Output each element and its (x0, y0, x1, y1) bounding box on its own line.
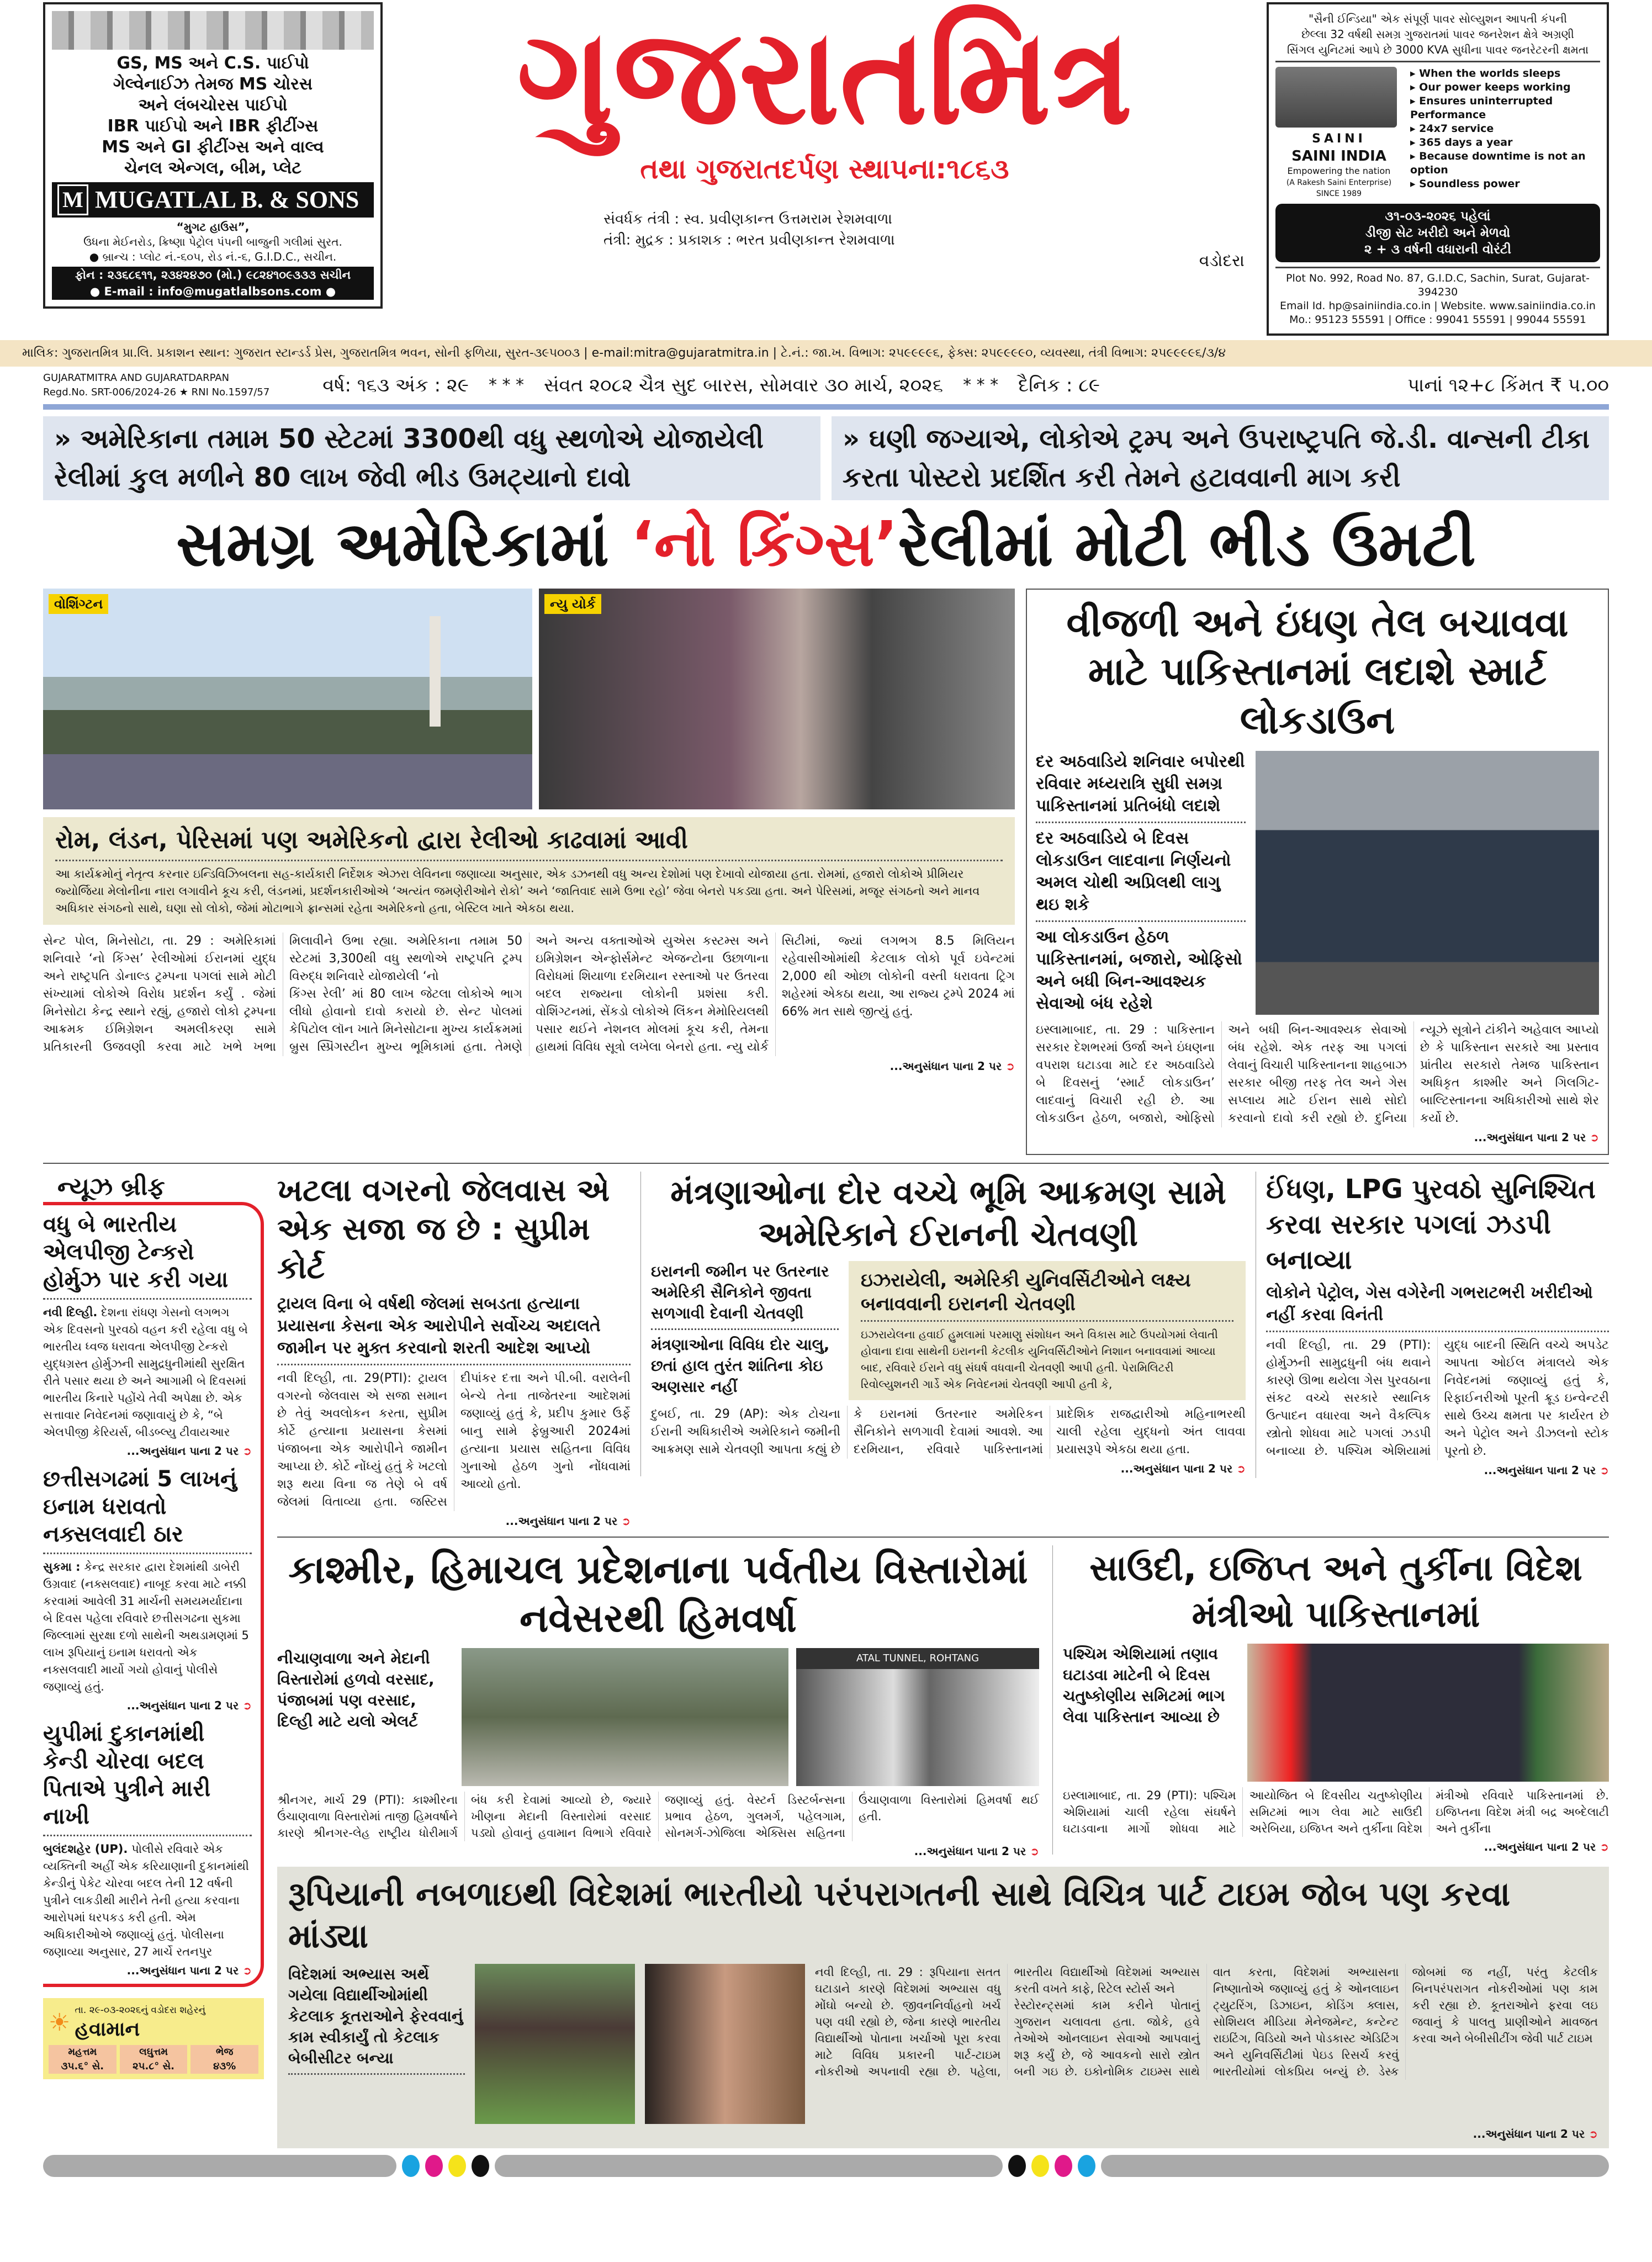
photo-tag: વોશિંગ્ટન (49, 594, 108, 614)
brief-lead: નવી દિલ્હી. (43, 1306, 98, 1319)
weather-caption: તા. ૨૯-૦૩-૨૦૨૬નું વડોદરા શહેરનું (75, 2005, 206, 2016)
ad-since: SINCE 1989 (1316, 189, 1362, 198)
black-mark (472, 2155, 489, 2177)
monument-shape (430, 616, 441, 727)
university-warning-box (849, 1261, 1246, 1400)
ad-address (1275, 267, 1600, 327)
yellow-mark (1031, 2155, 1049, 2177)
pakistan-lockdown-story (1026, 589, 1609, 1155)
story-subhead: વિદેશમાં અભ્યાસ અર્થે ગયેલા વિદ્યાર્થીઓમાંથી કેટલાક કૂતરાઓને ફેરવવાનું કામ સ્વીકાર્યું તો કેટલાક બેબીસીટર બન્યા (288, 1965, 463, 2067)
lead-story-columns (43, 933, 1015, 1056)
cyan-mark (1078, 2155, 1095, 2177)
ad-branch: ● બ્રાન્ચ : પ્લોટ નં.-૬૦૫, રોડ નં.-૬, G.I.D.C., સચીન. (89, 250, 337, 263)
row-four (277, 1545, 1609, 1859)
continued-link[interactable]: ...અનુસંધાન પાના 2 પર ➲ (43, 1443, 252, 1459)
story-subhead: ઇરાનની જમીન પર ઉતરનાર અમેરિકી સૈનિકોને જીવતા સળગાવી દેવાની ચેતવણી (651, 1262, 829, 1322)
company-name: MUGATLAL B. & SONS (95, 186, 359, 213)
continued-link[interactable]: ...અનુસંધાન પાના 2 પર ➲ (1266, 1463, 1609, 1478)
gray-bar (495, 2155, 1003, 2177)
story-subhead: નીચાણવાળા અને મેદાની વિસ્તારોમાં હળવો વરસાદ, પંજાબમાં પણ વરસાદ, દિલ્હી માટે યલો એલર્ટ (277, 1649, 435, 1730)
founder-credit: સંવર્ધક તંત્રી : સ્વ. પ્રવીણકાન્ત ઉત્તમરામ રેશમવાળા (603, 211, 892, 227)
story-headline[interactable]: કાશ્મીર, હિમાચલ પ્રદેશનાના પર્વતીય વિસ્તારોમાં નવેસરથી હિમવર્ષા (288, 1547, 1028, 1641)
brief-headline[interactable]: છત્તીસગઢમાં 5 લાખનું ઇનામ ધરાવતો નક્સલવાદી ઠાર (43, 1466, 237, 1547)
story-subhead: પશ્ચિમ એશિયામાં તણાવ ઘટાડવા માટેની બે દિવસ ચતુષ્કોણીય સમિટમાં ભાગ લેવા પાકિસ્તાન આવ્યા છે (1063, 1645, 1225, 1726)
brief-headline[interactable]: યુપીમાં દુકાનમાંથી કેન્ડી ચોરવા બદલ પિતાએ પુત્રીને મારી નાખી (43, 1721, 211, 1829)
story-headline[interactable]: મંત્રણાઓના દોર વચ્ચે ભૂમિ આક્રમણ સામે અમેરિકાને ઈરાનની ચેતવણી (670, 1173, 1226, 1254)
ad-intro-line: "સૈની ઈન્ડિયા" એક સંપૂર્ણ પાવર સોલ્યુશન આપતી કંપની (1309, 12, 1567, 25)
story-subhead: દર અઠવાડિયે શનિવાર બપોરથી રવિવાર મધ્યરાત્રિ સુધી સમગ્ર પાકિસ્તાનમાં પ્રતિબંધો લદાશે (1036, 752, 1245, 815)
bullet: ▸ 24x7 service (1410, 123, 1494, 135)
ad-line: ગેલ્વેનાઈઝ તેમજ MS ચોરસ (113, 75, 313, 94)
row-three (277, 1172, 1609, 1529)
bullet: ▸ Ensures uninterrupted Performance (1410, 95, 1553, 121)
kashmir-snowfall-story (277, 1545, 1039, 1859)
sun-icon: ☀ (49, 2008, 71, 2037)
fuel-supply-story (1256, 1172, 1609, 1478)
snowfall-road-photo (462, 1648, 788, 1786)
story-body: શ્રીનગર, માર્ચ 29 (PTI): કાશ્મીરના ઉંચાણવાળા વિસ્તારોમાં તાજી હિમવર્ષાને કારણે શ્રીનગર-લેહ રાષ્ટ્રીય ધોરીમાર્ગ બંધ કરી દેવામાં આવ્યો છે, જ્યારે ખીણના મેદાની વિસ્તારોમાં વરસાદ પડ્યો હોવાનું હવામાન વિભાગે રવિવારે જણાવ્યું હતું. વેસ્ટર્ન ડિસ્ટર્બન્સના પ્રભાવ હેઠળ, ગુલમર્ગ, પહેલગામ, સોનમર્ગ-ઝોજિલા એક્સિસ સહિતના ઉંચાણવાળા વિસ્તારોમાં હિમવર્ષા થઈ હતી. (277, 1793, 1039, 1840)
divider (43, 404, 1609, 410)
story-headline[interactable]: ખટલા વગરનો જેલવાસ એ એક સજા જ છે : સુપ્રીમ કોર્ટ (277, 1173, 610, 1286)
news-brief-column (43, 1172, 264, 2148)
mugatlal-advertisement (43, 2, 383, 309)
story-body: રેસ્ટોરન્ટ્સમાં કામ કરીને પોતાનું ગુજરાન ચલાવતા હતા. જોકે, હવે તેઓએ ઓનલાઇન સેવાઓ આપવાનું શરૂ કર્યું છે, જે આવકનો સારો સ્ત્રોત બની ગઇ છે. ઇકોનોમિક ટાઇમ્સ સાથે વાત કરતા, વિદેશમાં અભ્યાસના નિષ્ણાતોએ જણાવ્યું હતું કે ઓનલાઇન ટ્યુટરિંગ, ડિઝાઇન, કોડિંગ ક્લાસ, સોશિયલ મીડિયા મેનેજમેન્ટ, કન્ટેન્ટ રાઇટિંગ, વિડિયો અને પોડકાસ્ટ એડિટિંગ અને યુનિવર્સિટીમાં પેઇડ રિસર્ચ કરવું ભારતીયોમાં લોકપ્રિય બન્યું છે. ડેસ્ક જોબમાં જ નહીં, પરંતુ કેટલીક બિનપરંપરાગત નોકરીઓમાં પણ કામ કરી રહ્યા છે. કૂતરાઓને ફરવા લઇ જવાનું કે પાલતુ પ્રાણીઓને માવજત કરવા અને બેબીસીટીંગ જેવી પાર્ટ ટાઇમ (1014, 1966, 1598, 2078)
brief-text: પોલીસે રવિવારે એક વ્યક્તિની અહીં એક કરિયાણાની દુકાનમાંથી કેન્ડીનું પેકેટ ચોરવા બદલ તેની 12 વર્ષની પુત્રીને લાકડીથી મારીને તેની હત્યા કરવાના આરોપમાં ધરપકડ કરી હતી. એમ અધિકારીઓએ જણાવ્યું હતું. પોલીસના જણાવ્યા અનુસાર, 27 માર્ચે રતનપુર (43, 1842, 249, 1958)
ad-address: ઉધના મેઈનરોડ, ક્રિષ્ણા પેટ્રોલ પંપની બાજુની ગલીમાં સુરત. (83, 235, 342, 248)
police-vehicle-photo (1256, 751, 1599, 1015)
story-subhead: લોકોને પેટ્રોલ, ગેસ વગેરેની ગભરાટભરી ખરીદીઓ નહીં કરવા વિનંતી (1266, 1283, 1593, 1325)
ad-company: SAINI INDIA (1291, 148, 1386, 165)
magenta-mark (1055, 2155, 1072, 2177)
ad-tagline: Empowering the nation (1287, 166, 1391, 176)
tunnel-sign: ATAL TUNNEL, ROHTANG (796, 1648, 1039, 1669)
gray-bar (43, 2155, 396, 2177)
gray-bar (1101, 2155, 1609, 2177)
ad-line: GS, MS અને C.S. પાઈપો (117, 54, 309, 73)
ad-house: “મુગટ હાઉસ”, (176, 220, 250, 234)
bullet: ▸ Because downtime is not an option (1410, 150, 1586, 176)
box-headline: રોમ, લંડન, પેરિસમાં પણ અમેરિકનો દ્વારા રેલીઓ કાઢવામાં આવી (55, 826, 689, 854)
m-shield-logo-icon: M (57, 184, 88, 215)
continued-link[interactable]: ...અનુસંધાન પાના 2 પર ➲ (277, 1843, 1039, 1859)
lead-story-body: સેન્ટ પોલ, મિનેસોટા, તા. 29 : અમેરિકામાં શનિવારે ‘નો કિંગ્સ’ રેલીઓમાં ઈરાનમાં યુદ્ધ અને રાષ્ટ્રપતિ ડોનાલ્ડ ટ્રમ્પના પગલાં સામે મોટી સંખ્યામાં લોકોએ વિરોધ પ્રદર્શન કર્યું . જેમાં મિનેસોટા કેન્દ્ર સ્થાને રહ્યું, હજારો લોકો ટ્રમ્પના આક્રમક ઈમિગ્રેશન અમલીકરણ સામે પ્રતિકારની ઉજવણી કરવા માટે ખભે ખભા મિલાવીને ઉભા રહ્યા. અમેરિકાના તમામ 50 સ્ટેટમાં 3,300થી વધુ સ્થળોએ રાષ્ટ્રપતિ ટ્રમ્પ વિરુદ્ધ શનિવારે યોજાયેલી ‘નો (43, 934, 522, 1054)
price: પાનાં ૧૨+૮ કિંમત ₹ ૫.૦૦ (1407, 374, 1609, 396)
story-body: દુબઈ, તા. 29 (AP): એક ટોચના ઈરાની અધિકારીએ અમેરિકાને જમીની આક્રમણ સામે ચેતવણી આપતા કહ્યું છે કે ઇરાનમાં ઉતરનાર અમેરિકન સૈનિકોને સળગાવી દેવામાં આવશે. આ દરમિયાન, રવિવારે પાકિસ્તાનમાં પ્રાદેશિક રાજદ્વારીઓ મહિનાભરથી ચાલી રહેલા યુદ્ધનો અંત લાવવા પ્રયાસરૂપે એકઠા થયા હતા. (651, 1407, 1246, 1456)
ad-line: IBR પાઈપો અને IBR ફીટીંગ્સ (107, 116, 319, 136)
separator: * * * (488, 375, 525, 395)
masthead (394, 2, 1256, 272)
lead-summary-left: » અમેરિકાના તમામ 50 સ્ટેટમાં 3300થી વધુ સ્થળોએ યોજાયેલી રેલીમાં કુલ મળીને 80 લાખ જેવી ભીડ ઉમટ્યાનો દાવો (43, 416, 820, 500)
company-banner (52, 182, 374, 218)
newspaper-logo: ગુજરાતમિત્ર (516, 0, 1133, 154)
box-text: ઇઝરાયેલના હવાઈ હુમલામાં પરમાણુ સંશોધન અને વિકાસ માટે ઉપયોગમાં લેવાતી હોવાના દાવા સાથેની ઇરાનની કેટલીક યુનિવર્સિટીઓને નિશાન બનાવવામાં આવ્યા બાદ, રવિવારે ઈરાને વધુ સંઘર્ષ વધવાની ચેતવણી આપી હતી. પેરામિલિટરી રિવોલ્યુશનરી ગાર્ડે એક નિવેદનમાં ચેતવણી આપી હતી કે, (861, 1328, 1218, 1391)
imprint-strip: માલિક: ગુજરાતમિત્ર પ્રા.લિ. પ્રકાશન સ્થાન: ગુજરાત સ્ટાન્ડર્ડ પ્રેસ, ગુજરાતમિત્ર ભવન, સોની ફળિયા, સુરત-૩૯૫૦૦૩ | e-mail:mitra@gujaratmitra.in | ટે.નં.: જા.ખ. વિભાગ: ૨૫૯૯૯૯૬, ફેક્સ: ૨૫૯૯૯૯૦, વ્યવસ્થા, તંત્રી વિભાગ: ૨૫૯૯૯૯૬/૩/૪ (0, 340, 1652, 367)
story-headline[interactable]: સાઉદી, ઇજિપ્ત અને તુર્કીના વિદેશ મંત્રીઓ પાકિસ્તાનમાં (1089, 1548, 1582, 1635)
offer-box (1275, 204, 1600, 262)
weather-humidity: ભેજ ૪૩% (190, 2045, 258, 2074)
story-body: નવી દિલ્હી, તા. 29 (PTI): હોર્મુઝની સામુદ્રધુની બંધ થવાને કારણે ઊભા થયેલા ગેસ પુરવઠાના સંકટ વચ્ચે સરકારે સ્થાનિક ઉત્પાદન વધારવા અને વૈકલ્પિક સ્ત્રોતો શોધવા માટે પગલાં ઝડપી બનાવ્યા છે. પશ્ચિમ એશિયામાં યુદ્ધ બાદની સ્થિતિ વચ્ચે અપડેટ આપતા ઓઈલ મંત્રાલયે એક નિવેદનમાં જણાવ્યું હતું કે, રિફાઈનરીઓ પૂરતી ક્રૂડ ઇન્વેન્ટરી સાથે ઉચ્ચ ક્ષમતા પર કાર્યરત છે અને પેટ્રોલ અને ડીઝલનો સ્ટોક પૂરતો છે. (1266, 1338, 1609, 1458)
lower-main (277, 1172, 1609, 2148)
masthead-subtitle: તથા ગુજરાતદર્પણ સ્થાપના:૧૮૬૩ (640, 153, 1009, 185)
weather-box (43, 1998, 264, 2079)
brief-lead: સુકમા : (43, 1560, 81, 1574)
ad-intro-line: છેલ્લા 32 વર્ષથી સમગ્ર ગુજરાતમાં પાવર જનરેશન ક્ષેત્રે અગ્રણી (1301, 28, 1574, 41)
brief-headline[interactable]: વધુ બે ભારતીય એલપીજી ટેન્કરો હોર્મુઝ પાર કરી ગયા (43, 1212, 229, 1292)
box-text: આ કાર્યક્રમોનું નેતૃત્વ કરનાર ઇન્ડિવિઝિબલના સહ-કાર્યકારી નિર્દેશક એઝરા લેવિનના જણાવ્યા અનુસાર, એક ડઝનથી વધુ અન્ય દેશોમાં પણ દેખાવો યોજાયા હતા. રોમમાં, હજારો લોકોએ પ્રીમિયર જ્યોર્જિયા મેલોનીના નારા લગાવીને કૂચ કરી, લંડનમાં, પ્રદર્શનકારીઓએ ‘અત્યંત જમણેરીઓને રોકો’ અને ‘જાતિવાદ સામે ઉભા રહો’ જેવા બેનરો પકડ્યા હતા. અને પેરિસમાં, મજૂર સંગઠનો અને માનવ અધિકાર સંગઠનો સાથે, ઘણા સો લોકો, જેમાં મોટાભાગે ફ્રાન્સમાં રહેતા અમેરિકનો હતા, બેસ્ટિલ ખાતે એકઠા થયા. (55, 867, 980, 915)
issue-date: સંવત ૨૦૮૨ ચૈત્ર સુદ બારસ, સોમવાર ૩૦ માર્ચ, ૨૦૨૬ (544, 374, 944, 396)
story-body: ઇસ્લામાબાદ, તા. 29 : પાકિસ્તાન સરકાર દેશભરમાં ઉર્જા અને ઇંધણના વપરાશ ઘટાડવા માટે દર અઠવાડિયે બે દિવસનું ‘સ્માર્ટ લોકડાઉન’ લાદવાનું વિચારી રહી છે. આ લોકડાઉન હેઠળ, બજારો, ઓફિસો અને બધી બિન-આવશ્યક સેવાઓ બંધ રહેશે. એક તરફ આ પગલાં લેવાનું વિચારી પાકિસ્તાનના શાહબાઝ સરકાર બીજી તરફ તેલ અને ગેસ સપ્લાય માટે ઈરાન સાથે સોદો કરવાનો દાવો કરી રહ્યો છે. દુનિયા ન્યૂઝે સૂત્રોને ટાંકીને અહેવાલ આપ્યો છે કે પાકિસ્તાન સરકારે આ પ્રસ્તાવ પ્રાંતીય સરકારો તેમજ પાકિસ્તાન અધિકૃત કાશ્મીર અને ગિલગિટ-બાલ્ટિસ્તાનના અધિકારીઓ સાથે શેર કર્યો છે. (1036, 1023, 1599, 1125)
ad-intro (1275, 11, 1600, 62)
story-body: ઇસ્લામાબાદ, તા. 29 (PTI): પશ્ચિમ એશિયામાં ચાલી રહેલા સંઘર્ષને ઘટાડવાના માર્ગો શોધવા માટે આયોજિત બે દિવસીય ચતુષ્કોણીય સમિટમાં ભાગ લેવા માટે સાઉદી અરેબિયા, ઇજિપ્ત અને તુર્કીના વિદેશ મંત્રીઓ રવિવારે પાકિસ્તાનમાં છે. ઇજિપ્તના વિદેશ મંત્રી બદ્ર અબ્દેલાટી અને તુર્કીના (1063, 1789, 1609, 1835)
news-brief-box (43, 1202, 264, 1987)
ad-email[interactable]: ● E-mail : info@mugatlalbsons.com ● (52, 283, 374, 300)
lead-summaries (43, 416, 1609, 500)
continued-link[interactable]: ...અનુસંધાન પાના 2 પર ➲ (277, 1513, 631, 1529)
rupee-story-columns (815, 1964, 1598, 2080)
story-body: નવી દિલ્હી, તા. 29(PTI): ટ્રાયલ વગરનો જેલવાસ એ સજા સમાન છે તેવું અવલોકન કરતા, સુપ્રીમ કોર્ટે હત્યાના પ્રયાસના કેસમાં પંજાબના એક આરોપીને જામીન આપ્યા છે. કોર્ટે નોંધ્યું હતું કે ખટલો શરૂ થયા વિના જ તેણે બે વર્ષ જેલમાં વિતાવ્યા હતા. જસ્ટિસ દીપાંકર દત્તા અને પી.બી. વરાલેની બેન્ચે તેના તાજેતરના આદેશમાં જણાવ્યું હતું કે, પ્રદીપ કુમાર ઉર્ફે બાનુ સામે ફેબ્રુઆરી 2024માં હત્યાના પ્રયાસ સહિતના વિવિધ ગુનાઓ હેઠળ ગુનો નોંધવામાં આવ્યો હતો. (277, 1371, 631, 1509)
divider (277, 1537, 1609, 1538)
continued-link[interactable]: ...અનુસંધાન પાના 2 પર ➲ (43, 1058, 1015, 1074)
story-body: નવી દિલ્હી, તા. 29 : રૂપિયાના સતત ઘટાડાને કારણે વિદેશમાં અભ્યાસ વધુ મોંઘો બન્યો છે. જીવનનિર્વાહનો ખર્ચ પણ વધી રહ્યો છે, જેના કારણે ભારતીય વિદ્યાર્થીઓ પોતાના ખર્ચાઓ પૂરા કરવા માટે વિવિધ પ્રકારની પાર્ટ-ટાઇમ નોકરીઓ અપનાવી રહ્યા છે. પહેલા, ભારતીય વિદ્યાર્થીઓ વિદેશમાં અભ્યાસ કરતી વખતે કાફે, રિટેલ સ્ટોર્સ અને (815, 1966, 1200, 2078)
continued-link[interactable]: ...અનુસંધાન પાના 2 પર ➲ (651, 1461, 1246, 1476)
address-line: Plot No. 992, Road No. 87, G.I.D.C, Sachin, Surat, Gujarat-394230 (1286, 272, 1590, 298)
main-headline[interactable]: સમગ્ર અમેરિકામાં ‘નો કિંગ્સ’રેલીમાં મોટી ભીડ ઉમટી (176, 508, 1476, 580)
ad-line: MS અને GI ફીટીંગ્સ અને વાલ્વ (102, 137, 324, 157)
steel-pipes-image (52, 11, 374, 50)
offer-line: ૩૧-૦૩-૨૦૨૬ પહેલાં (1385, 209, 1491, 224)
offer-line: ડીજી સેટ ખરીદો અને મેળવો (1365, 226, 1511, 240)
brief-text: કેન્દ્ર સરકાર દ્વારા દેશમાંથી ડાબેરી ઉગ્રવાદ (નક્સલવાદ) નાબૂદ કરવા માટે નક્કી કરવામાં આવેલી 31 માર્ચની સમયમર્યાદાના બે દિવસ પહેલા રવિવારે છત્તીસગઢના સુકમા જિલ્લામાં સુરક્ષા દળો સાથેની અથડામણમાં 5 લાખ રૂપિયાનું ઇનામ ધરાવતો એક નક્સલવાદી માર્યો ગયો હોવાનું પોલીસે જણાવ્યું હતું. (43, 1560, 249, 1693)
washington-rally-photo (43, 589, 532, 809)
babysitting-photo (645, 1964, 805, 2124)
box-headline: ઇઝરાયેલી, અમેરિકી યુનિવર્સિટીઓને લક્ષ્ય બનાવવાની ઇરાનની ચેતવણી (861, 1269, 1191, 1315)
weather-min: લઘુત્તમ ૨૫.૮° સે. (120, 2045, 188, 2074)
issue-number: વર્ષ: ૧૬૩ અંક : ૨૯ (322, 374, 469, 396)
ad-phone: ફોન : ૨૩૬૮૬૧૧, ૨૩૪૨૪૭૦ (મો.) ૯૮૨૪૧૦૯૩૩૩ સચીન (52, 267, 374, 283)
continued-link[interactable]: ...અનુસંધાન પાના 2 પર ➲ (43, 1698, 252, 1713)
ad-intro-line: સિંગલ યુનિટમાં આપે છે 3000 KVA સુધીના પાવર જનરેટરની ક્ષમતા (1286, 43, 1589, 56)
ad-line: ચેનલ એન્ગલ, બીમ, પ્લેટ (124, 158, 301, 178)
dateline (43, 367, 1609, 404)
brief-lead: બુલંદશહેર (UP). (43, 1842, 128, 1856)
cyan-mark (402, 2155, 420, 2177)
dog-walking-photo (475, 1964, 635, 2124)
continued-link[interactable]: ...અનુસંધાન પાના 2 પર ➲ (43, 1963, 252, 1978)
divider (43, 1163, 1609, 1164)
continued-link[interactable]: ...અનુસંધાન પાના 2 પર ➲ (1063, 1839, 1609, 1855)
atal-tunnel-photo (796, 1648, 1039, 1786)
weather-max: મહત્તમ ૩૫.૬° સે. (49, 2045, 117, 2074)
registration: GUJARATMITRA AND GUJARATDARPAN Regd.No. SRT-006/2024-26 ★ RNI No.1597/57 (43, 372, 270, 398)
rupee-part-time-jobs-story (277, 1867, 1609, 2148)
supreme-court-story (277, 1172, 631, 1529)
lower-section (43, 1172, 1609, 2148)
brief-text: દેશના રાંધણ ગેસનો લગભગ એક દિવસનો પુરવઠો વહન કરી રહેલા વધુ બે ભારતીય ધ્વજ ધરાવતા એલપીજી ટેન્કરો યુદ્ધગ્રસ્ત હોર્મુઝની સામુદ્રધુનીમાંથી સુરક્ષિત રીતે પસાર થયા છે અને આગામી બે દિવસમાં ભારતીય કિનારે પહોંચે તેવી અપેક્ષા છે. એક સત્તાવાર નિવેદનમાં જણાવાયું છે કે, “બે એલપીજી કેરિયર્સ, બીડબ્લ્યુ ટીવાયઆર (43, 1306, 248, 1439)
photo-tag: ન્યુ યોર્ક (544, 594, 601, 614)
header-row (43, 2, 1609, 336)
bullet: ▸ Soundless power (1410, 178, 1520, 190)
lead-summary-right: » ઘણી જગ્યાએ, લોકોએ ટ્રમ્પ અને ઉપરાષ્ટ્રપતિ જે.ડી. વાન્સની ટીકા કરતા પોસ્ટરો પ્રદર્શિત કરી તેમને હટાવવાની માગ કરી (832, 416, 1609, 500)
offer-line: ૨ + ૩ વર્ષની વધારાની વોરંટી (1364, 242, 1511, 257)
ad-line: અને લંબચોરસ પાઈપો (138, 96, 288, 115)
continued-link[interactable]: ...અનુસંધાન પાના 2 પર ➲ (1036, 1130, 1599, 1145)
new-york-rally-photo (539, 589, 1015, 809)
story-subhead: મંત્રણાઓના વિવિધ દોર ચાલુ, છતાં હાલ તુરંત શાંતિના કોઇ અણસાર નહીં (651, 1336, 830, 1396)
iran-warning-story (640, 1172, 1246, 1476)
magenta-mark (425, 2155, 443, 2177)
story-subhead: આ લોકડાઉન હેઠળ પાકિસ્તાનમાં, બજારો, ઓફિસો અને બધી બિન-આવશ્યક સેવાઓ બંધ રહેશે (1036, 928, 1242, 1013)
edition-city: વડોદરા (1199, 251, 1245, 271)
story-headline[interactable]: વીજળી અને ઇંધણ તેલ બચાવવા માટે પાકિસ્તાનમાં લદાશે સ્માર્ટ લોકડાઉન (1066, 600, 1569, 743)
bullet: ▸ 365 days a year (1410, 136, 1513, 149)
generator-image (1275, 67, 1397, 128)
story-headline[interactable]: રૂપિયાની નબળાઇથી વિદેશમાં ભારતીયો પરંપરાગતની સાથે વિચિત્ર પાર્ટ ટાઇમ જોબ પણ કરવા માંડ્યા (288, 1875, 1511, 1956)
ad-enterprise: (A Rakesh Saini Enterprise) (1286, 178, 1392, 187)
ministers-meeting-photo (1247, 1644, 1609, 1782)
daily-number: દૈનિક : ૮૯ (1018, 374, 1100, 396)
continued-link[interactable]: ...અનુસંધાન પાના 2 પર ➲ (288, 2126, 1598, 2142)
weather-title: હવામાન (75, 2018, 140, 2041)
address-line: Email Id. hp@sainiindia.co.in | Website. www.sainiindia.co.in (1280, 300, 1596, 312)
saini-logo: SAINI (1312, 132, 1366, 146)
print-registration-strip (43, 2155, 1609, 2180)
saini-india-advertisement (1267, 2, 1609, 336)
rome-london-paris-box (43, 817, 1015, 925)
story-subhead: ટ્રાયલ વિના બે વર્ષથી જેલમાં સબડતા હત્યાના પ્રયાસના કેસના એક આરોપીને સર્વોચ્ચ અદાલતે જામીન પર મુક્ત કરવાનો શરતી આદેશ આપ્યો (277, 1294, 601, 1358)
story-subhead: દર અઠવાડિયે બે દિવસ લોકડાઉન લાદવાના નિર્ણયનો અમલ ચોથી અપ્રિલથી લાગુ થઇ શકે (1036, 829, 1231, 914)
story-headline[interactable]: ઈંધણ, LPG પુરવઠો સુનિશ્ચિત કરવા સરકાર પગલાં ઝડપી બનાવ્યા (1266, 1174, 1596, 1275)
no-kings-story (43, 589, 1015, 1074)
news-brief-title: ન્યૂઝ બ્રીફ (57, 1173, 165, 1201)
bullet: ▸ Our power keeps working (1410, 81, 1571, 93)
bullet: ▸ When the worlds sleeps (1410, 67, 1561, 80)
foreign-ministers-story (1052, 1545, 1609, 1855)
address-line: Mo.: 95123 55591 | Office : 99041 55591 | 99044 55591 (1289, 314, 1586, 326)
lead-story-body-continued: કિંગ્સ રેલી’ માં 80 લાખ જેટલા લોકોએ ભાગ લીધો હોવાનો દાવો કરાયો છે. સેન્ટ પોલમાં કેપિટોલ લૉન ખાતે મિનેસોટાના મુખ્ય કાર્યક્રમમાં બ્રુસ સ્પ્રિંગસ્ટીન મુખ્ય ભૂમિકામાં હતા. તેમણે અને અન્ય વક્તાઓએ યુએસ કસ્ટમ્સ અને ઇમિગ્રેશન એન્ફોર્સમેન્ટ એજન્ટોના ઉછાળાના વિરોધમાં શિયાળા દરમિયાન રસ્તાઓ પર ઉતરવા બદલ રાજ્યના લોકોની પ્રશંસા કરી. વોશિંગ્ટનમાં, સેંકડો લોકોએ લિંકન મેમોરિયલથી પસાર થઈને નેશનલ મોલમાં કૂચ કરી, તેમના હાથમાં વિવિધ સૂત્રો લખેલા બેનરો હતા. ન્યુ યોર્ક સિટીમાં, જ્યાં લગભગ 8.5 મિલિયન રહેવાસીઓમાંથી કેટલાક લોકો પૂર્વ ઇવેન્ટમાં 2,000 થી ઓછા લોકોની વસ્તી ધરાવતા ટ્રિગ શહેરમાં એકઠા થયા, આ રાજ્ય ટ્રમ્પે 2024 માં 66% મત સાથે જીત્યું હતું. (289, 934, 1015, 1054)
black-mark (1008, 2155, 1026, 2177)
lead-section (43, 589, 1609, 1155)
separator: * * * (963, 375, 999, 395)
editor-credit: તંત્રી: મુદ્રક : પ્રકાશક : ભરત પ્રવીણકાન્ત રેશમવાળા (603, 232, 895, 248)
yellow-mark (448, 2155, 466, 2177)
